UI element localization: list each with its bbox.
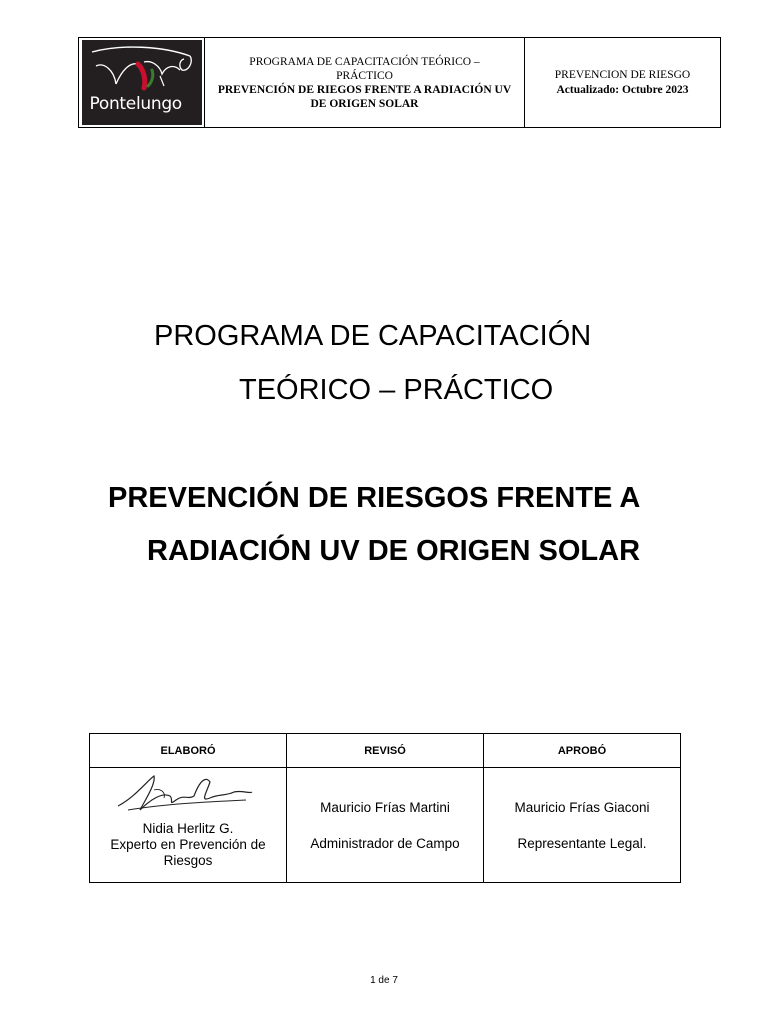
header-title-cell — [205, 38, 525, 127]
column-header-aprobo: APROBÓ — [484, 734, 681, 768]
signature-header-row — [90, 734, 681, 768]
company-logo — [82, 40, 202, 125]
header-updated: Actualizado: Octubre 2023 — [556, 83, 689, 96]
aprobo-name: Mauricio Frías Giaconi — [514, 800, 650, 815]
handwritten-signature-icon — [114, 770, 256, 820]
subtitle-line1: PREVENCIÓN DE RIESGOS FRENTE A — [108, 482, 641, 514]
title-line1: PROGRAMA DE CAPACITACIÓN — [154, 320, 592, 352]
signature-table — [89, 733, 681, 883]
header-title-line1: PROGRAMA DE CAPACITACIÓN TEÓRICO – PRÁCTICO — [249, 55, 480, 82]
reviso-cell — [287, 768, 484, 883]
subtitle-line2: RADIACIÓN UV DE ORIGEN SOLAR — [147, 535, 641, 567]
header-department: PREVENCION DE RIESGO — [554, 68, 691, 81]
reviso-role: Administrador de Campo — [310, 836, 460, 851]
header-meta-cell — [525, 38, 720, 127]
logo-cell — [79, 38, 205, 127]
aprobo-role: Representante Legal. — [517, 836, 647, 851]
aprobo-cell — [484, 768, 681, 883]
document-header — [78, 37, 721, 128]
elaboro-name: Nidia Herlitz G. — [142, 821, 234, 836]
page-number: 1 de 7 — [370, 975, 398, 986]
column-header-reviso: REVISÓ — [287, 734, 484, 768]
header-title-line2: PREVENCIÓN DE RIEGOS FRENTE A RADIACIÓN UV DE ORIGEN SOLAR — [217, 83, 512, 110]
elaboro-cell — [90, 768, 287, 883]
signature-body-row — [90, 768, 681, 883]
logo-text: Pontelungo — [89, 94, 182, 114]
column-header-elaboro: ELABORÓ — [90, 734, 287, 768]
elaboro-role: Experto en Prevención de Riesgos — [110, 837, 266, 868]
reviso-name: Mauricio Frías Martini — [320, 800, 450, 815]
title-line2: TEÓRICO – PRÁCTICO — [239, 374, 554, 406]
